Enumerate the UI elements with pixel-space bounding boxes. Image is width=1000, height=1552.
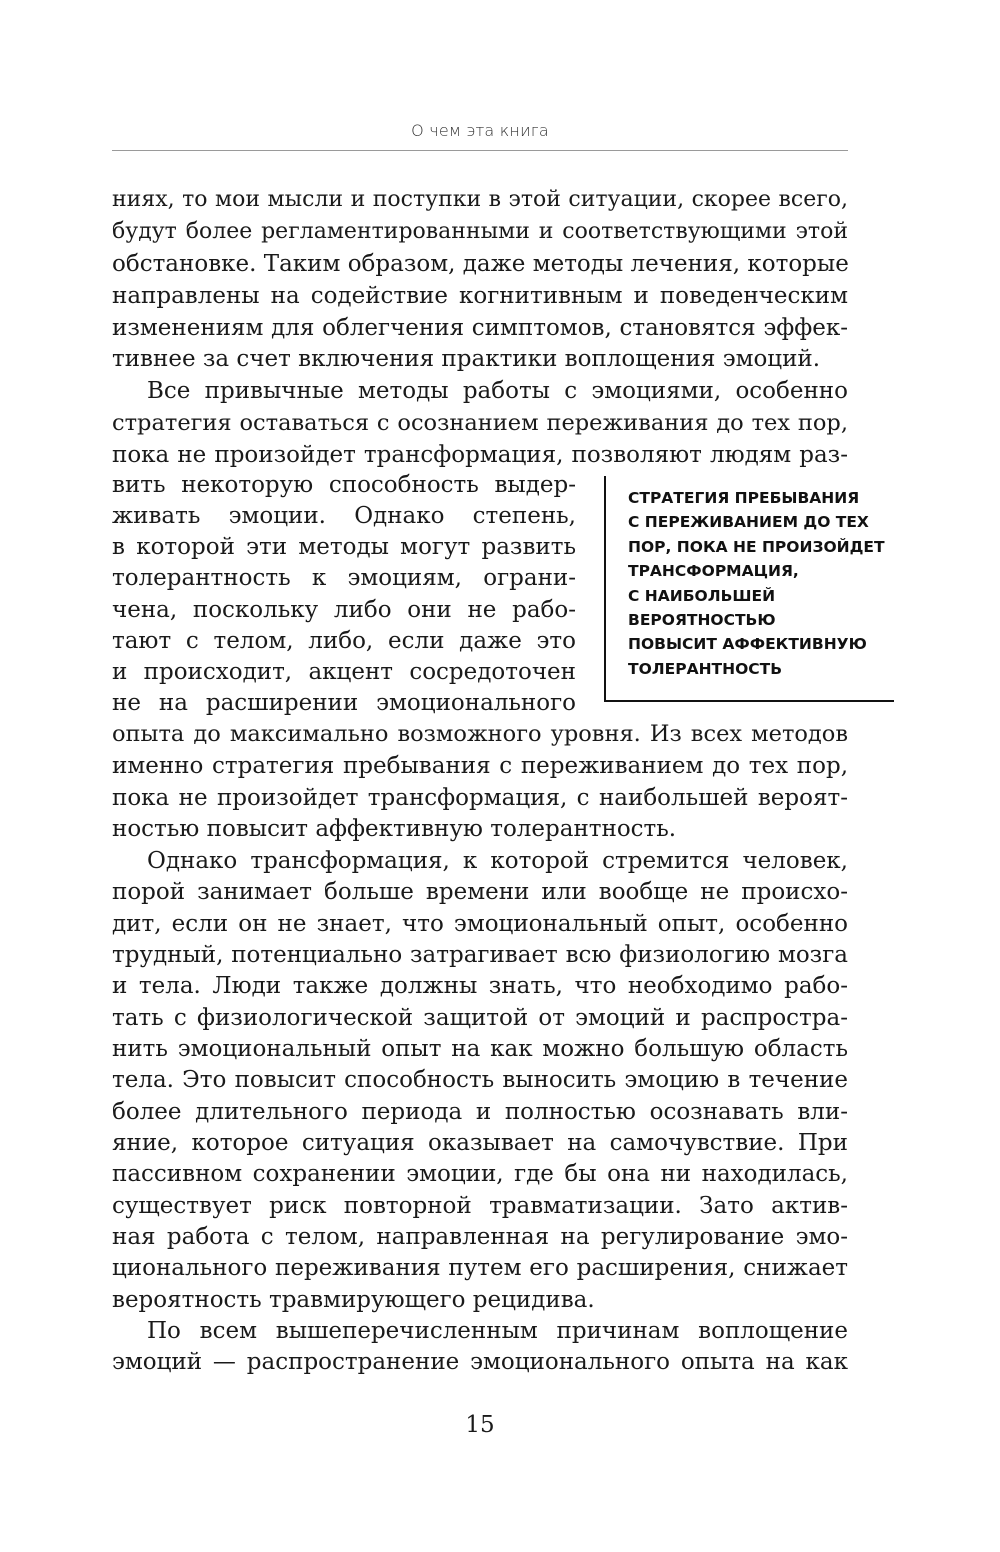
body-line: не на расширении эмоционального [112,690,576,716]
body-line: толерантность к эмоциям, ограни- [112,565,576,591]
body-line: чена, поскольку либо они не рабо- [112,597,576,623]
body-line: направлены на содействие когнитивным и поведенческим [112,283,848,309]
body-line: ционального переживания путем его расширения, снижает [112,1255,848,1281]
body-line: тела. Это повысит способность выносить эмоцию в течение [112,1067,848,1093]
page-number: 15 [465,1412,495,1438]
body-line: ностью повысит аффективную толерантность. [112,816,677,842]
body-line: дит, если он не знает, что эмоциональный опыт, особенно [112,911,848,937]
body-line: Однако трансформация, к которой стремится человек, [147,848,848,874]
body-line: трудный, потенциально затрагивает всю физиологию мозга [112,942,848,968]
body-line: стратегия оставаться с осознанием переживания до тех пор, [112,410,848,436]
body-line: нить эмоциональный опыт на как можно большую область [112,1036,848,1062]
running-head: О чем эта книга [411,121,549,140]
body-line: пока не произойдет трансформация, с наибольшей вероят- [112,785,848,811]
body-line: тивнее за счет включения практики воплощения эмоций. [112,346,821,372]
header-rule [112,150,848,151]
pull-quote-callout [604,476,894,702]
body-line: По всем вышеперечисленным причинам воплощение [147,1318,848,1344]
body-line: живать эмоции. Однако степень, [112,503,576,529]
body-line: именно стратегия пребывания с переживанием до тех пор, [112,753,848,779]
body-line: вероятность травмирующего рецидива. [112,1287,595,1313]
body-line: существует риск повторной травматизации. Зато актив- [112,1193,848,1219]
body-line: порой занимает больше времени или вообще не происхо- [112,879,848,905]
body-line: тать с физиологической защитой от эмоций и распростра- [112,1005,848,1031]
body-line: эмоций — распространение эмоционального опыта на как [112,1349,848,1375]
body-line: яние, которое ситуация оказывает на самочувствие. При [112,1130,848,1156]
body-line: ная работа с телом, направленная на регулирование эмо- [112,1224,848,1250]
body-line: в которой эти методы могут развить [112,534,576,560]
body-line: пока не произойдет трансформация, позволяют людям раз- [112,442,848,468]
body-line: пассивном сохранении эмоции, где бы она ни находилась, [112,1161,848,1187]
pull-quote-text: СТРАТЕГИЯ ПРЕБЫВАНИЯ С ПЕРЕЖИВАНИЕМ ДО ТЕХ ПОР, ПОКА НЕ ПРОИЗОЙДЕТ ТРАНСФОРМАЦИЯ, С НАИБОЛЬШЕЙ ВЕРОЯТНОСТЬЮ ПОВЫСИТ АФФЕКТИВНУЮ ТОЛЕРАНТНОСТЬ [628,489,885,678]
body-line: и происходит, акцент сосредоточен [112,659,576,685]
body-line: опыта до максимально возможного уровня. Из всех методов [112,721,848,747]
body-line: Все привычные методы работы с эмоциями, особенно [147,378,848,404]
body-line: и тела. Люди также должны знать, что необходимо рабо- [112,973,848,999]
body-line: будут более регламентированными и соответствующими этой [112,219,848,244]
body-line: вить некоторую способность выдер- [112,472,576,498]
body-line: ниях, то мои мысли и поступки в этой ситуации, скорее всего, [112,187,848,212]
body-line: обстановке. Таким образом, даже методы лечения, которые [112,251,849,277]
body-line: более длительного периода и полностью осознавать вли- [112,1099,848,1125]
body-line: тают с телом, либо, если даже это [112,628,576,654]
body-line: изменениям для облегчения симптомов, становятся эффек- [112,315,848,341]
